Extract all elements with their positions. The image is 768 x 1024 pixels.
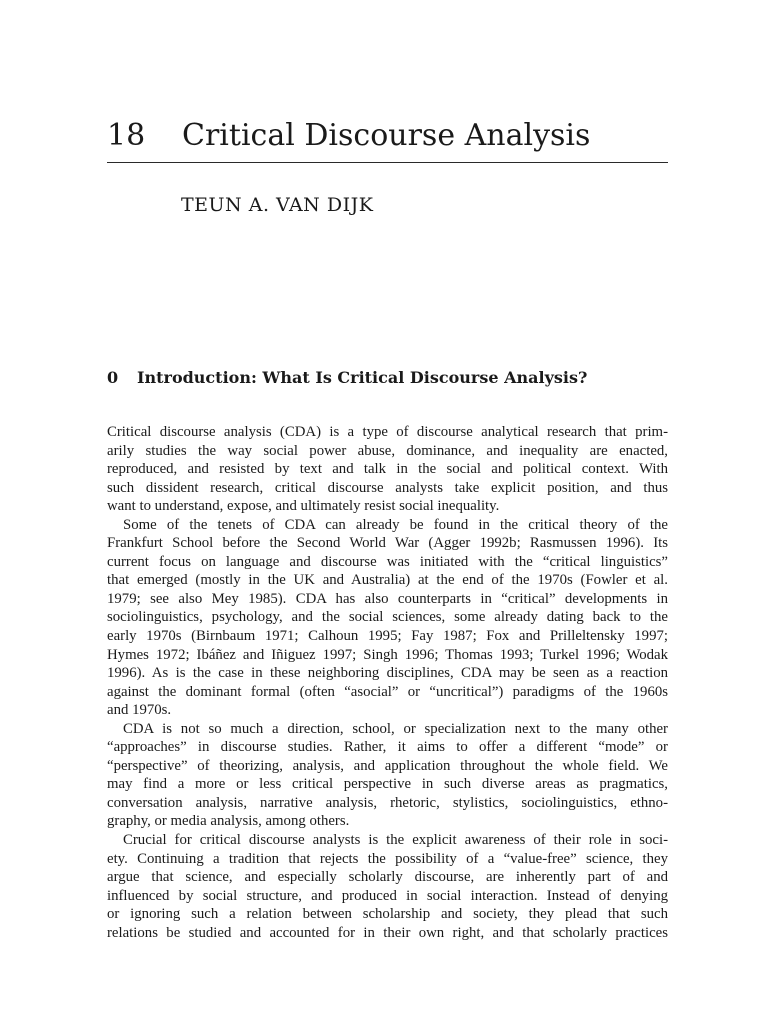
section-heading — [107, 366, 668, 390]
text-line: relations be studied and accounted for in their own right, and that scholarly practices — [107, 924, 668, 941]
text-line: against the dominant formal (often “asocial” or “uncritical”) paradigms of the 1960s — [107, 683, 668, 700]
body-text — [107, 423, 668, 942]
text-line: arily studies the way social power abuse, dominance, and inequality are enacted, — [107, 442, 668, 459]
text-line: current focus on language and discourse was initiated with the “critical linguistics” — [107, 553, 668, 570]
section-title: Introduction: What Is Critical Discourse Analysis? — [137, 368, 588, 387]
text-line: sociolinguistics, psychology, and the social sciences, some already dating back to the — [107, 609, 668, 626]
text-line: and 1970s. — [107, 702, 172, 719]
chapter-title — [107, 112, 668, 163]
text-line: “approaches” in discourse studies. Rather, it aims to offer a different “mode” or — [107, 739, 668, 756]
text-line: Crucial for critical discourse analysts is the explicit awareness of their role in soci- — [123, 832, 668, 849]
text-line: “perspective” of theorizing, analysis, and application throughout the whole field. We — [107, 757, 668, 774]
text-line: Critical discourse analysis (CDA) is a type of discourse analytical research that prim- — [107, 424, 668, 440]
text-line: Some of the tenets of CDA can already be found in the critical theory of the — [123, 516, 668, 533]
text-line: that emerged (mostly in the UK and Australia) at the end of the 1970s (Fowler et al. — [107, 572, 668, 589]
text-line: Hymes 1972; Ibáñez and Iñiguez 1997; Singh 1996; Thomas 1993; Turkel 1996; Wodak — [107, 646, 668, 663]
chapter-header — [107, 112, 668, 163]
text-line: may find a more or less critical perspective in such diverse areas as pragmatics, — [107, 776, 668, 793]
text-line: want to understand, expose, and ultimately resist social inequality. — [107, 498, 500, 515]
text-line: Frankfurt School before the Second World War (Agger 1992b; Rasmussen 1996). Its — [107, 535, 668, 552]
chapter-title-text: Critical Discourse Analysis — [182, 118, 591, 153]
text-line: CDA is not so much a direction, school, or specialization next to the many other — [123, 720, 668, 737]
text-line: conversation analysis, narrative analysis, rhetoric, stylistics, sociolinguistics, ethno- — [107, 794, 668, 811]
text-line: early 1970s (Birnbaum 1971; Calhoun 1995; Fay 1987; Fox and Prilleltensky 1997; — [107, 628, 668, 645]
text-line: 1996). As is the case in these neighboring disciplines, CDA may be seen as a reaction — [107, 665, 668, 682]
chapter-number: 18 — [107, 118, 146, 153]
text-line: graphy, or media analysis, among others. — [107, 813, 350, 830]
text-line: influenced by social structure, and produced in social interaction. Instead of denying — [107, 887, 668, 904]
text-line: 1979; see also Mey 1985). CDA has also counterparts in “critical” developments in — [107, 590, 668, 607]
text-line: or ignoring such a relation between scholarship and society, they plead that such — [107, 906, 668, 923]
text-line: such dissident research, critical discourse analysts take explicit position, and thus — [107, 479, 668, 496]
text-line: argue that science, and especially scholarly discourse, are inherently part of and — [107, 869, 668, 886]
author-name: TEUN A. VAN DIJK — [181, 194, 374, 216]
text-line: reproduced, and resisted by text and talk in the social and political context. With — [107, 461, 668, 478]
text-line: ety. Continuing a tradition that rejects the possibility of a “value-free” science, they — [107, 850, 668, 867]
section-number: 0 — [107, 368, 119, 387]
